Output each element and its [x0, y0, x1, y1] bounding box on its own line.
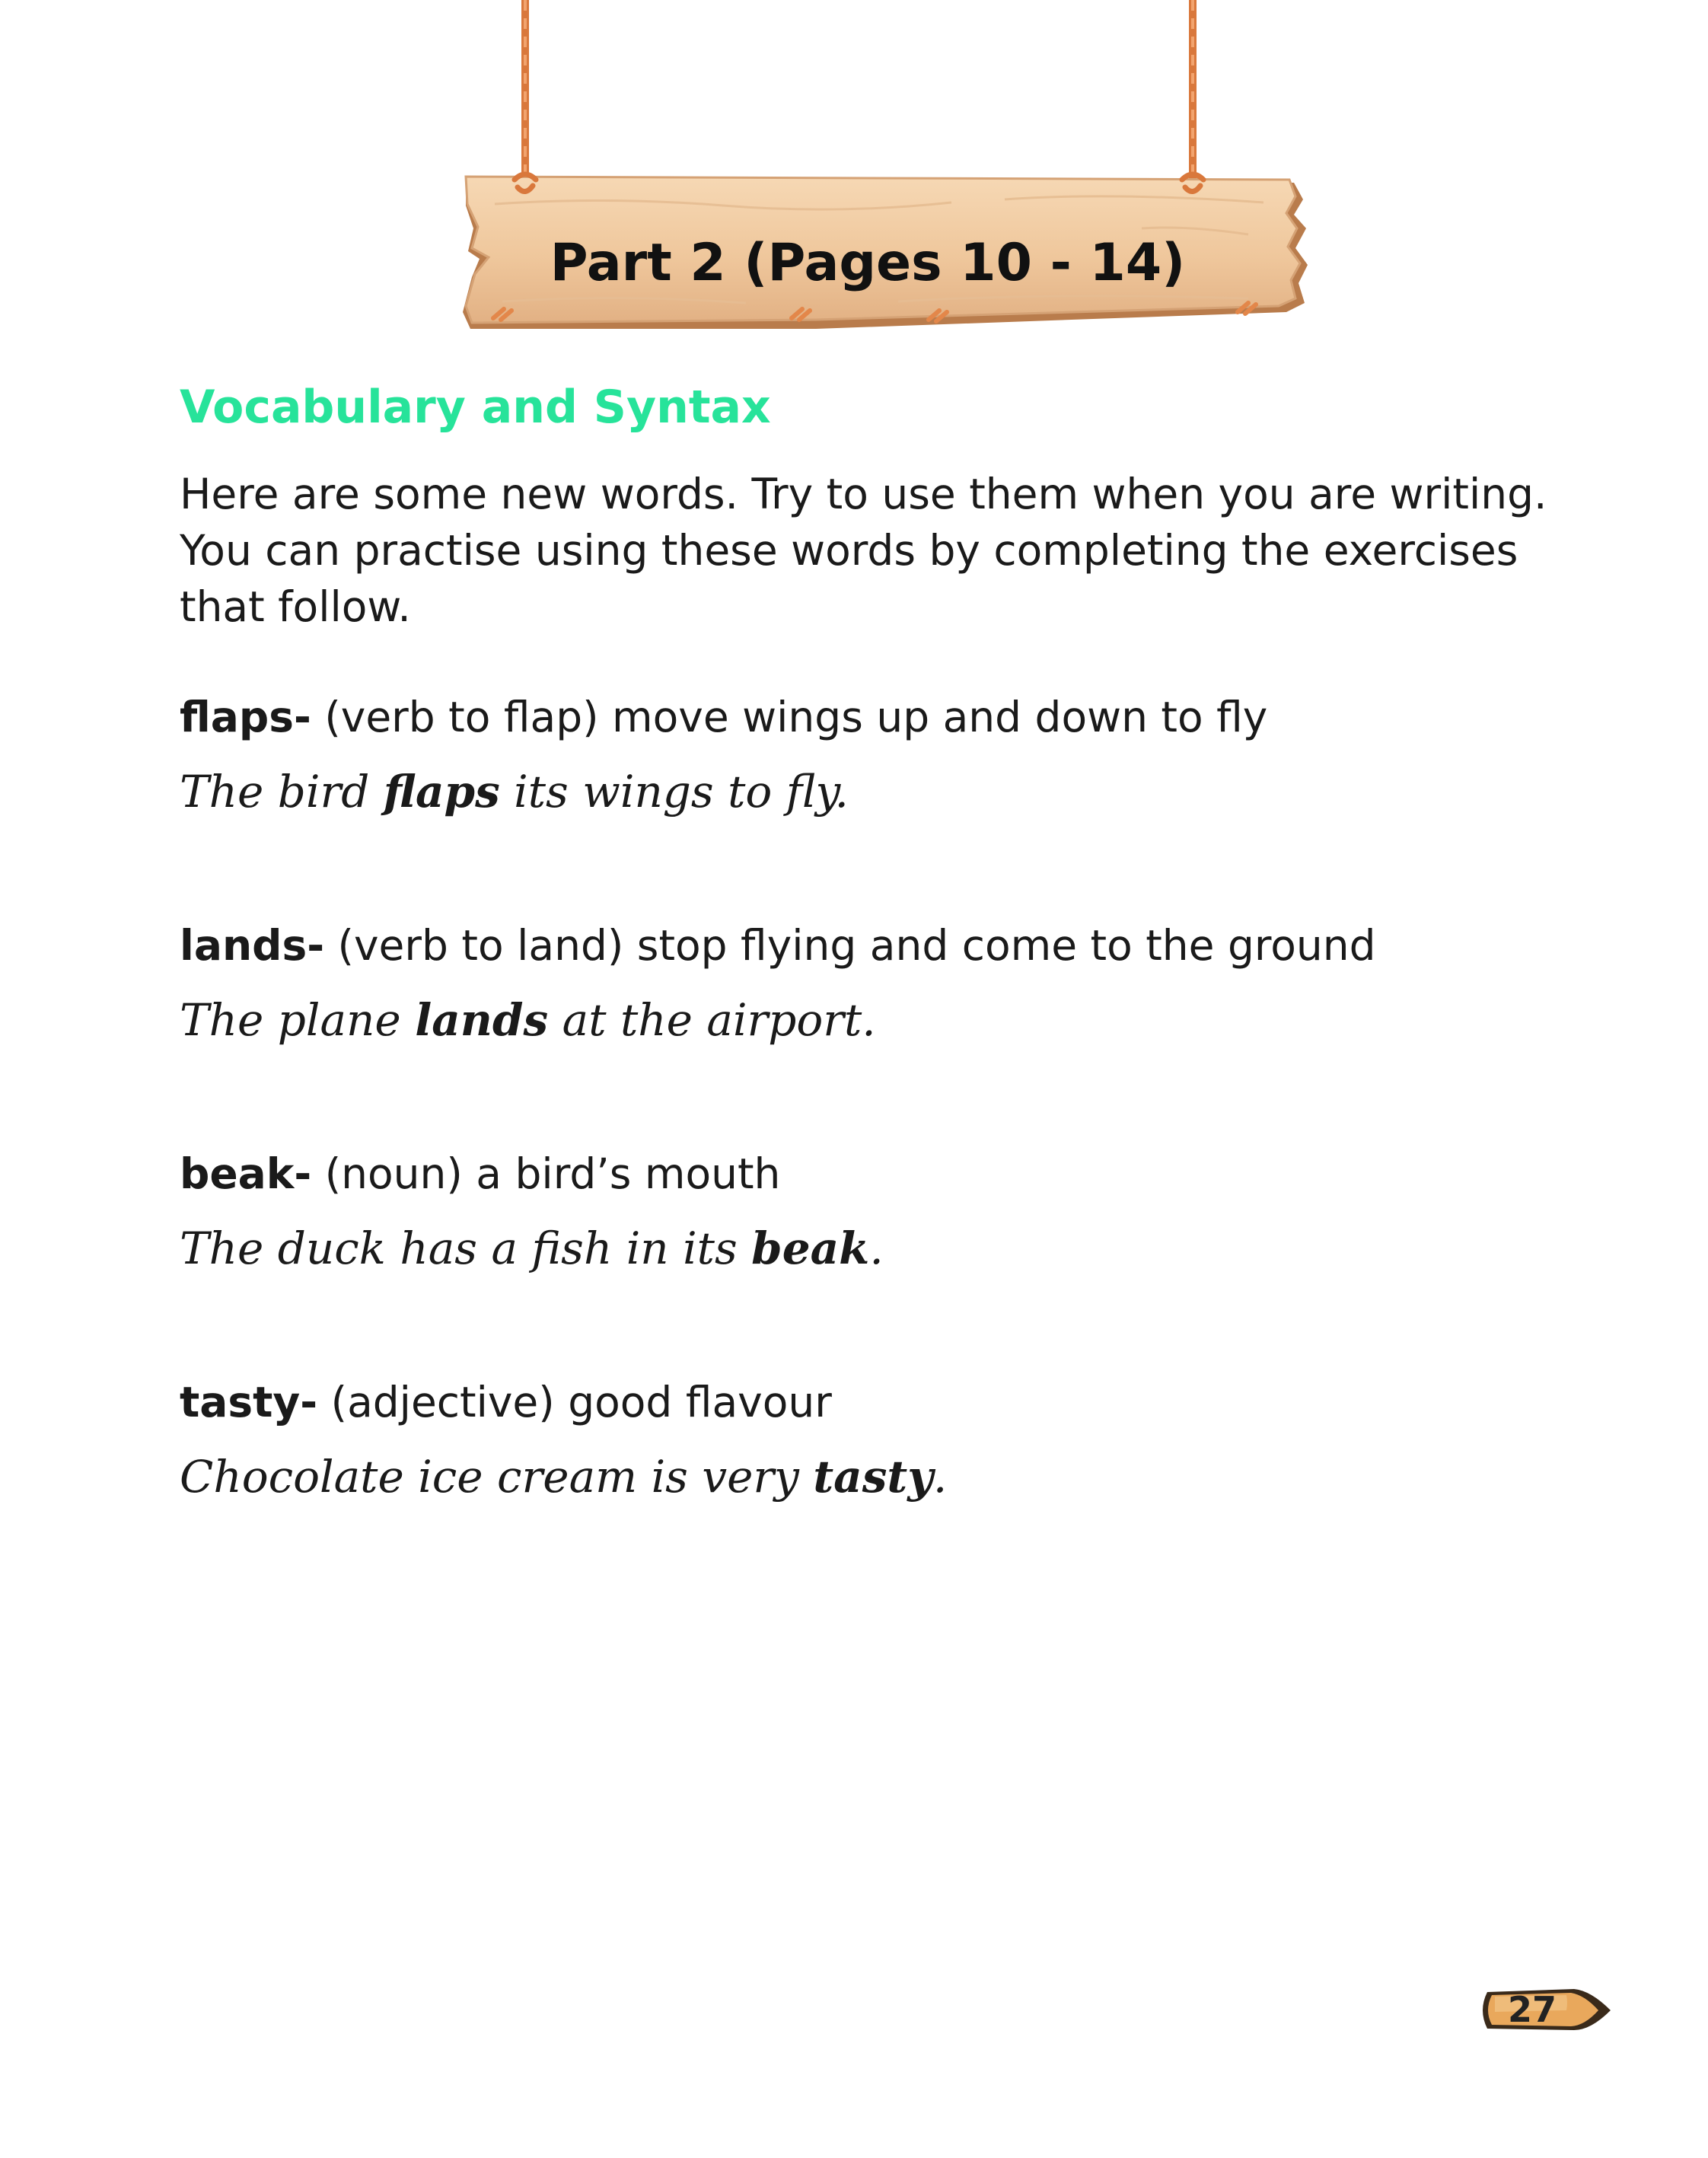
vocab-definition: (verb to land) stop flying and come to the ground [337, 921, 1376, 970]
vocab-entry-flaps [180, 689, 1573, 820]
vocab-entry-lands [180, 917, 1573, 1048]
vocab-entry-beak [180, 1146, 1573, 1277]
vocab-term: beak- [180, 1149, 312, 1198]
definition-line [180, 689, 1573, 745]
intro-line: that follow. [180, 582, 411, 631]
intro-line: You can practise using these words by completing the exercises [180, 526, 1518, 575]
part-title: Part 2 (Pages 10 - 14) [550, 232, 1186, 293]
example-text: The bird [180, 766, 384, 818]
example-text: at the airport. [548, 994, 876, 1046]
example-text: Chocolate ice cream is very [180, 1451, 814, 1503]
example-keyword: tasty [813, 1451, 933, 1503]
vocab-definition: (verb to flap) move wings up and down to fly [324, 693, 1268, 741]
example-text: The plane [180, 994, 416, 1046]
section-heading: Vocabulary and Syntax [180, 381, 771, 434]
vocab-definition: (adjective) good flavour [330, 1378, 832, 1426]
definition-line [180, 1146, 1573, 1202]
vocab-term: lands- [180, 921, 325, 970]
example-keyword: flaps [383, 766, 500, 818]
example-text: . [932, 1451, 948, 1503]
vocab-term: flaps- [180, 693, 311, 741]
example-sentence [180, 1449, 1573, 1505]
page-number: 27 [1507, 1989, 1557, 2030]
intro-line: Here are some new words. Try to use them when you are writing. [180, 470, 1547, 518]
example-text: . [869, 1222, 884, 1274]
example-keyword: beak [751, 1222, 870, 1274]
example-sentence [180, 763, 1573, 820]
vocab-entry-tasty [180, 1374, 1573, 1505]
example-keyword: lands [415, 994, 549, 1046]
example-text: its wings to fly. [499, 766, 849, 818]
intro-paragraph [180, 466, 1573, 635]
vocab-definition: (noun) a bird’s mouth [324, 1149, 781, 1198]
example-sentence [180, 992, 1573, 1048]
vocab-term: tasty- [180, 1378, 318, 1426]
example-sentence [180, 1220, 1573, 1277]
example-text: The duck has a fish in its [180, 1222, 752, 1274]
definition-line [180, 917, 1573, 974]
definition-line [180, 1374, 1573, 1430]
